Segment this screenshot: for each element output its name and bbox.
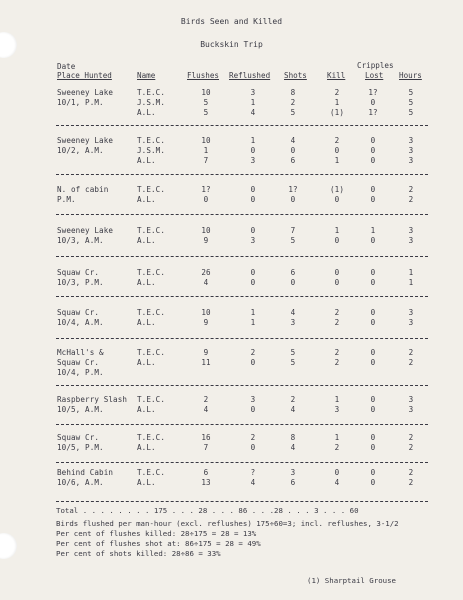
names-cell: T.E.C.	[137, 136, 166, 145]
reflushed-cell: 3	[250, 395, 256, 404]
row-separator	[56, 174, 428, 175]
reflushed-cell: 0	[250, 146, 256, 155]
names-cell: T.E.C.	[137, 268, 166, 277]
kill-cell: 0	[334, 195, 340, 204]
kill-cell: 1	[334, 395, 340, 404]
row-separator	[56, 125, 428, 126]
reflushed-cell: ?	[250, 468, 256, 477]
lost-cell: 0	[370, 136, 376, 145]
kill-cell: 2	[334, 318, 340, 327]
flushes-cell: 5	[203, 108, 209, 117]
place-hunted: McHall's &	[57, 348, 104, 357]
header-date: Date	[57, 62, 76, 71]
header-shots: Shots	[284, 71, 307, 80]
shots-cell: 2	[290, 98, 296, 107]
reflushed-cell: 0	[250, 268, 256, 277]
shots-cell: 0	[290, 278, 296, 287]
place-hunted: Squaw Cr.	[57, 268, 100, 277]
place-hunted: 10/4, A.M.	[57, 318, 104, 327]
kill-cell: 1	[334, 156, 340, 165]
flushes-cell: 0	[203, 195, 209, 204]
totals-rule	[56, 501, 428, 502]
lost-cell: 0	[370, 308, 376, 317]
hours-cell: 3	[408, 395, 414, 404]
reflushed-cell: 1	[250, 98, 256, 107]
flushes-cell: 10	[201, 136, 211, 145]
header-place: Place Hunted	[57, 71, 112, 80]
totals-line: Total . . . . . . . . 175 . . . 28 . . . 86 . . .28 . . . 3 . . . 60	[56, 506, 359, 515]
lost-cell: 0	[370, 185, 376, 194]
names-cell: A.L.	[137, 278, 156, 287]
reflushed-cell: 0	[250, 226, 256, 235]
flushes-cell: 16	[201, 433, 211, 442]
page-title: Birds Seen and Killed	[180, 17, 283, 26]
shots-cell: 5	[290, 108, 296, 117]
lost-cell: 1	[370, 226, 376, 235]
kill-cell: 2	[334, 136, 340, 145]
names-cell: T.E.C.	[137, 308, 166, 317]
row-separator	[56, 296, 428, 297]
shots-cell: 0	[290, 195, 296, 204]
hours-cell: 2	[408, 443, 414, 452]
hours-cell: 3	[408, 236, 414, 245]
lost-cell: 0	[370, 433, 376, 442]
shots-cell: 4	[290, 136, 296, 145]
kill-cell: 1	[334, 226, 340, 235]
reflushed-cell: 2	[250, 433, 256, 442]
lost-cell: 1?	[368, 108, 378, 117]
note-line: Per cent of shots killed: 28÷86 = 33%	[56, 549, 221, 558]
place-hunted: Squaw Cr.	[57, 358, 100, 367]
flushes-cell: 9	[203, 348, 209, 357]
kill-cell: 1	[334, 98, 340, 107]
place-hunted: 10/5, P.M.	[57, 443, 104, 452]
hours-cell: 2	[408, 185, 414, 194]
names-cell: A.L.	[137, 478, 156, 487]
binder-hole	[0, 533, 17, 559]
lost-cell: 0	[370, 478, 376, 487]
kill-cell: 2	[334, 88, 340, 97]
kill-cell: 0	[334, 268, 340, 277]
header-cripples: Cripples	[357, 61, 394, 70]
shots-cell: 1?	[288, 185, 298, 194]
kill-cell: 2	[334, 358, 340, 367]
reflushed-cell: 4	[250, 478, 256, 487]
lost-cell: 0	[370, 278, 376, 287]
shots-cell: 2	[290, 395, 296, 404]
flushes-cell: 1	[203, 146, 209, 155]
shots-cell: 5	[290, 236, 296, 245]
row-separator	[56, 385, 428, 386]
place-hunted: 10/5, A.M.	[57, 405, 104, 414]
names-cell: J.S.M.	[137, 146, 166, 155]
names-cell: T.E.C.	[137, 433, 166, 442]
row-separator	[56, 214, 428, 215]
header-reflushed: Reflushed	[229, 71, 271, 80]
flushes-cell: 2	[203, 395, 209, 404]
flushes-cell: 7	[203, 156, 209, 165]
flushes-cell: 10	[201, 226, 211, 235]
lost-cell: 0	[370, 146, 376, 155]
reflushed-cell: 4	[250, 108, 256, 117]
row-separator	[56, 256, 428, 257]
reflushed-cell: 0	[250, 443, 256, 452]
reflushed-cell: 1	[250, 308, 256, 317]
hours-cell: 2	[408, 468, 414, 477]
shots-cell: 4	[290, 308, 296, 317]
note-line: Per cent of flushes killed: 28÷175 = 28 = 13%	[56, 529, 257, 538]
hours-cell: 3	[408, 146, 414, 155]
kill-cell: 2	[334, 308, 340, 317]
hours-cell: 5	[408, 88, 414, 97]
lost-cell: 0	[370, 98, 376, 107]
flushes-cell: 7	[203, 443, 209, 452]
hours-cell: 2	[408, 358, 414, 367]
kill-cell: 1	[334, 433, 340, 442]
reflushed-cell: 3	[250, 156, 256, 165]
kill-cell: 0	[334, 468, 340, 477]
lost-cell: 0	[370, 395, 376, 404]
names-cell: A.L.	[137, 405, 156, 414]
header-kill: Kill	[327, 71, 346, 80]
place-hunted: P.M.	[57, 195, 76, 204]
flushes-cell: 1?	[201, 185, 211, 194]
shots-cell: 8	[290, 88, 296, 97]
place-hunted: Behind Cabin	[57, 468, 114, 477]
hours-cell: 3	[408, 405, 414, 414]
shots-cell: 7	[290, 226, 296, 235]
place-hunted: 10/3, A.M.	[57, 236, 104, 245]
hours-cell: 5	[408, 98, 414, 107]
shots-cell: 3	[290, 318, 296, 327]
shots-cell: 4	[290, 405, 296, 414]
hours-cell: 3	[408, 308, 414, 317]
reflushed-cell: 0	[250, 358, 256, 367]
lost-cell: 0	[370, 468, 376, 477]
reflushed-cell: 0	[250, 185, 256, 194]
place-hunted: Squaw Cr.	[57, 308, 100, 317]
flushes-cell: 11	[201, 358, 211, 367]
names-cell: T.E.C.	[137, 226, 166, 235]
shots-cell: 0	[290, 146, 296, 155]
flushes-cell: 9	[203, 236, 209, 245]
names-cell: T.E.C.	[137, 348, 166, 357]
hours-cell: 2	[408, 433, 414, 442]
header-name: Name	[137, 71, 156, 80]
flushes-cell: 6	[203, 468, 209, 477]
hours-cell: 2	[408, 478, 414, 487]
place-hunted: Sweeney Lake	[57, 226, 114, 235]
place-hunted: Sweeney Lake	[57, 136, 114, 145]
names-cell: J.S.M.	[137, 98, 166, 107]
header-flushes: Flushes	[187, 71, 220, 80]
lost-cell: 0	[370, 156, 376, 165]
shots-cell: 6	[290, 268, 296, 277]
note-line: Birds flushed per man-hour (excl. reflushes) 175÷60=3; incl. reflushes, 3-1/2	[56, 519, 399, 528]
footnote: (1) Sharptail Grouse	[307, 576, 396, 585]
reflushed-cell: 2	[250, 348, 256, 357]
note-line: Per cent of flushes shot at: 86÷175 = 28 = 49%	[56, 539, 261, 548]
kill-cell: 0	[334, 236, 340, 245]
shots-cell: 3	[290, 468, 296, 477]
place-hunted: Sweeney Lake	[57, 88, 114, 97]
place-hunted: 10/4, P.M.	[57, 368, 104, 377]
names-cell: A.L.	[137, 443, 156, 452]
kill-cell: (1)	[329, 108, 344, 117]
lost-cell: 0	[370, 405, 376, 414]
hours-cell: 3	[408, 136, 414, 145]
place-hunted: Raspberry Slash	[57, 395, 128, 404]
names-cell: T.E.C.	[137, 395, 166, 404]
row-separator	[56, 462, 428, 463]
lost-cell: 0	[370, 195, 376, 204]
flushes-cell: 13	[201, 478, 211, 487]
hours-cell: 3	[408, 226, 414, 235]
flushes-cell: 4	[203, 405, 209, 414]
names-cell: T.E.C.	[137, 468, 166, 477]
kill-cell: 4	[334, 478, 340, 487]
lost-cell: 0	[370, 348, 376, 357]
header-hours: Hours	[399, 71, 422, 80]
hours-cell: 2	[408, 348, 414, 357]
place-hunted: Squaw Cr.	[57, 433, 100, 442]
names-cell: A.L.	[137, 108, 156, 117]
shots-cell: 8	[290, 433, 296, 442]
lost-cell: 0	[370, 358, 376, 367]
flushes-cell: 4	[203, 278, 209, 287]
place-hunted: 10/6, A.M.	[57, 478, 104, 487]
shots-cell: 5	[290, 358, 296, 367]
hours-cell: 3	[408, 156, 414, 165]
names-cell: A.L.	[137, 236, 156, 245]
kill-cell: 2	[334, 348, 340, 357]
names-cell: A.L.	[137, 358, 156, 367]
reflushed-cell: 0	[250, 195, 256, 204]
reflushed-cell: 3	[250, 88, 256, 97]
names-cell: A.L.	[137, 318, 156, 327]
names-cell: T.E.C.	[137, 185, 166, 194]
hours-cell: 1	[408, 268, 414, 277]
lost-cell: 0	[370, 236, 376, 245]
lost-cell: 0	[370, 443, 376, 452]
reflushed-cell: 1	[250, 136, 256, 145]
flushes-cell: 9	[203, 318, 209, 327]
hours-cell: 3	[408, 318, 414, 327]
kill-cell: 0	[334, 146, 340, 155]
reflushed-cell: 0	[250, 278, 256, 287]
kill-cell: (1)	[329, 185, 344, 194]
row-separator	[56, 338, 428, 339]
kill-cell: 0	[334, 278, 340, 287]
place-hunted: 10/2, A.M.	[57, 146, 104, 155]
lost-cell: 0	[370, 268, 376, 277]
shots-cell: 4	[290, 443, 296, 452]
page-subtitle: Buckskin Trip	[200, 40, 263, 49]
hours-cell: 2	[408, 195, 414, 204]
lost-cell: 0	[370, 318, 376, 327]
reflushed-cell: 3	[250, 236, 256, 245]
place-hunted: 10/3, P.M.	[57, 278, 104, 287]
names-cell: T.E.C.	[137, 88, 166, 97]
flushes-cell: 10	[201, 308, 211, 317]
place-hunted: N. of cabin	[57, 185, 109, 194]
names-cell: A.L.	[137, 195, 156, 204]
flushes-cell: 5	[203, 98, 209, 107]
flushes-cell: 26	[201, 268, 211, 277]
reflushed-cell: 1	[250, 318, 256, 327]
kill-cell: 2	[334, 443, 340, 452]
shots-cell: 5	[290, 348, 296, 357]
reflushed-cell: 0	[250, 405, 256, 414]
row-separator	[56, 424, 428, 425]
kill-cell: 3	[334, 405, 340, 414]
header-lost: Lost	[365, 71, 384, 80]
lost-cell: 1?	[368, 88, 378, 97]
place-hunted: 10/1, P.M.	[57, 98, 104, 107]
flushes-cell: 10	[201, 88, 211, 97]
shots-cell: 6	[290, 156, 296, 165]
shots-cell: 6	[290, 478, 296, 487]
hours-cell: 5	[408, 108, 414, 117]
names-cell: A.L.	[137, 156, 156, 165]
hours-cell: 1	[408, 278, 414, 287]
